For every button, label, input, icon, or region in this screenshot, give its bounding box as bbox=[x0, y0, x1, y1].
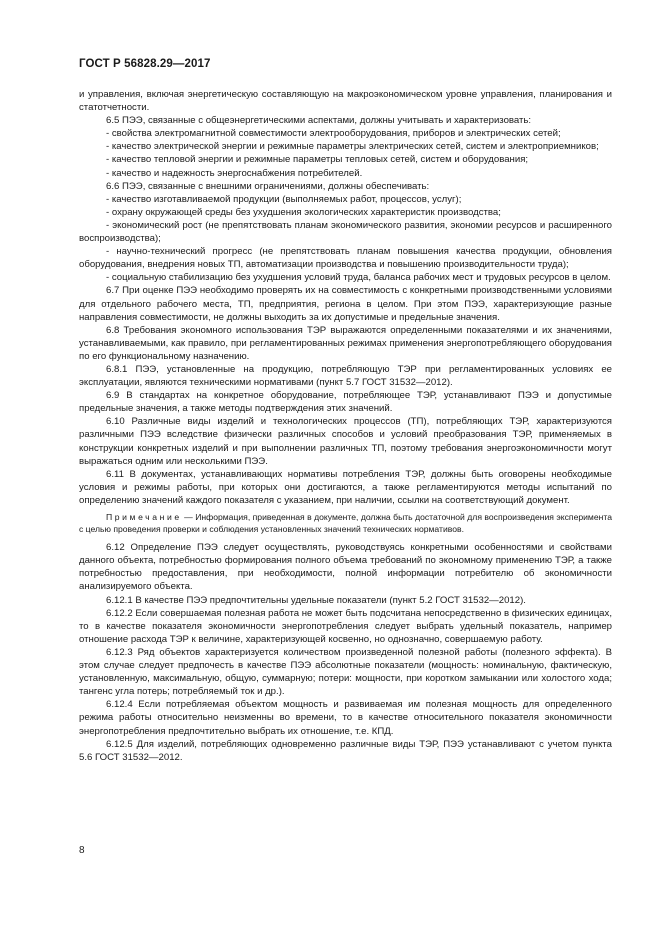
body-paragraph: 6.5 ПЭЭ, связанные с общеэнергетическими аспектами, должны учитывать и характеризовать: bbox=[106, 115, 532, 127]
body-paragraph: 6.12 Определение ПЭЭ следует осуществлять, руководствуясь конкретными особенностями и свойствами данного объекта, потребностью формирования полного объема требований по экономному применению ТЭР, а также потребностью предоставления, при необходимости, полной информации потребителю об экономичности анализируемого объекта. bbox=[79, 542, 612, 593]
body-paragraph: 6.9 В стандартах на конкретное оборудование, потребляющее ТЭР, устанавливают ПЭЭ и допустимые предельные значения, а также методы подтверждения этих значений. bbox=[79, 390, 612, 415]
body-paragraph: 6.12.4 Если потребляемая объектом мощность и развиваемая им полезная мощность для определенного режима работы относительно неизменны во времени, то в качестве относительного показателя экономичности энергопотребления предпочтительно выбрать их отношение, т.е. КПД. bbox=[79, 699, 612, 737]
body-paragraph: 6.12.5 Для изделий, потребляющих одновременно различные виды ТЭР, ПЭЭ устанавливают с учетом пункта 5.6 ГОСТ 31532—2012. bbox=[79, 738, 612, 763]
body-paragraph: - качество и надежность энергоснабжения потребителей. bbox=[106, 167, 363, 179]
document-body bbox=[79, 88, 612, 764]
body-paragraph: и управления, включая энергетическую составляющую на макроэкономическом уровне управления, планирования и статотчетности. bbox=[79, 89, 612, 114]
body-paragraph: 6.6 ПЭЭ, связанные с внешними ограничениями, должны обеспечивать: bbox=[106, 180, 430, 192]
body-paragraph: - социальную стабилизацию без ухудшения условий труда, баланса рабочих мест и трудовых ресурсов в целом. bbox=[106, 272, 611, 284]
body-paragraph: - качество изготавливаемой продукции (выполняемых работ, процессов, услуг); bbox=[106, 193, 462, 205]
body-paragraph: - свойства электромагнитной совместимости электрооборудования, приборов и электрических сетей; bbox=[106, 128, 561, 140]
body-paragraph: 6.7 При оценке ПЭЭ необходимо проверять их на совместимость с конкретными производственными условиями для отдельного рабочего места, ТП, предприятия, региона в целом. При этом ПЭЭ, характеризующие разные направления совместимости, не должны выходить за их допустимые и предельные значения. bbox=[79, 285, 612, 323]
body-paragraph: 6.8 Требования экономного использования ТЭР выражаются определенными показателями и их значениями, устанавливаемыми, как правило, при регламентированных режимах применения энергопотребляющего оборудования по его функциональному назначению. bbox=[79, 324, 612, 362]
paragraph-group bbox=[79, 88, 612, 507]
note-paragraph bbox=[79, 512, 612, 535]
body-paragraph: 6.12.1 В качестве ПЭЭ предпочтительны удельные показатели (пункт 5.2 ГОСТ 31532—2012). bbox=[106, 594, 526, 606]
page-number: 8 bbox=[79, 845, 85, 856]
body-paragraph: 6.12.3 Ряд объектов характеризуется количеством произведенной полезной работы (полезного эффекта). В этом случае следует предпочесть в качестве ПЭЭ абсолютные показатели (мощность: номинальную, фактическую, установленную, максимальную, общую, суммарную; потери: мощности, при коротком замыкании или холостого хода; тангенс угла потерь; потребляемый ток и др.). bbox=[79, 646, 612, 698]
body-paragraph: - охрану окружающей среды без ухудшения экологических характеристик производства; bbox=[106, 206, 501, 218]
body-paragraph: 6.12.2 Если совершаемая полезная работа не может быть подсчитана непосредственно в физических единицах, то в качестве показателя экономичности энергопотребления следует выбрать удельный показатель, например отношение расхода ТЭР к величине, характеризующей косвенно, но однозначно, совершаемую работу. bbox=[79, 607, 612, 645]
body-paragraph: - качество тепловой энергии и режимные параметры тепловых сетей, систем и оборудования; bbox=[106, 154, 529, 166]
body-paragraph: 6.10 Различные виды изделий и технологических процессов (ТП), потребляющих ТЭР, характеризуются различными ПЭЭ вследствие физически различных способов и условий преобразования ТЭР, применяемых в конструкции конкретных изделий и при выполнении различных ТП, поэтому требования энергоэкономичности могут выражаться одним или несколькими ПЭЭ. bbox=[79, 416, 612, 467]
body-paragraph: 6.8.1 ПЭЭ, установленные на продукцию, потребляющую ТЭР при регламентированных условиях ее эксплуатации, являются техническими нормативами (пункт 5.7 ГОСТ 31532—2012). bbox=[79, 363, 612, 389]
body-paragraph: - качество электрической энергии и режимные параметры электрических сетей, систем и электроприемников; bbox=[106, 141, 599, 153]
document-header: ГОСТ Р 56828.29—2017 bbox=[79, 58, 211, 70]
body-paragraph: 6.11 В документах, устанавливающих нормативы потребления ТЭР, должны быть оговорены необходимые условия и режимы работы, при которых они достигаются, а также регламентируются методы испытаний по определению значений каждого показателя с указанием, при наличии, ссылки на соответствующий документ. bbox=[79, 468, 612, 506]
note-text: — Информация, приведенная в документе, должна быть достаточной для воспроизведения эксперимента с целью проведения проверки и соблюдения установленных значений технических нормативов. bbox=[79, 512, 612, 534]
paragraph-group bbox=[79, 541, 612, 764]
note-label: Примечание bbox=[106, 512, 182, 522]
body-paragraph: - научно-технический прогресс (не препятствовать планам повышения качества продукции, обновления оборудования, внедрения новых ТП, автоматизации производства и повышению производительности труда); bbox=[79, 246, 612, 271]
body-paragraph: - экономический рост (не препятствовать планам экономического развития, экономии ресурсов и расширенного воспроизводства); bbox=[79, 219, 612, 245]
